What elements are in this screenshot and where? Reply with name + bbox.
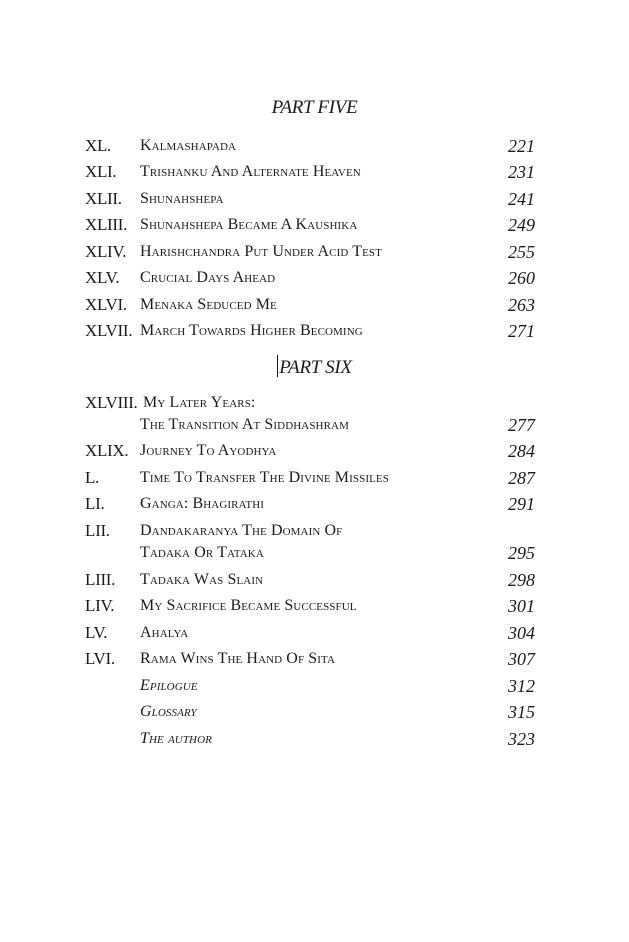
part-heading-five xyxy=(0,97,629,119)
chapter-number: LV. xyxy=(85,623,108,642)
chapter-number: L. xyxy=(85,468,100,487)
chapter-title: Shunahshepa xyxy=(140,190,224,207)
chapter-title: The author xyxy=(140,730,212,747)
chapter-title: March Towards Higher Becoming xyxy=(140,322,363,339)
chapter-number: LVI. xyxy=(85,649,115,668)
chapter-title-continued: The Transition At Siddhashram xyxy=(140,416,349,433)
page-number: 263 xyxy=(508,295,535,315)
page-number: 260 xyxy=(508,268,535,288)
toc-entry xyxy=(85,318,535,344)
chapter-title: Ganga: Bhagirathi xyxy=(140,495,265,512)
toc-entry xyxy=(85,518,535,566)
page-number: 271 xyxy=(508,321,535,341)
toc-entry xyxy=(85,390,535,438)
part-heading-text: PART FIVE xyxy=(271,97,358,118)
toc-entry xyxy=(85,133,535,159)
chapter-title: Shunahshepa Became A Kaushika xyxy=(140,216,358,233)
toc-entry xyxy=(85,438,535,464)
chapter-number: XLVII. xyxy=(85,321,133,340)
part-heading-text: PART SIX xyxy=(279,357,352,378)
chapter-number: XLVIII. xyxy=(85,393,138,412)
toc-entry xyxy=(85,265,535,291)
toc-entry xyxy=(85,726,535,752)
page-number: 315 xyxy=(508,702,535,722)
chapter-number: XLI. xyxy=(85,162,117,181)
toc-entry xyxy=(85,593,535,619)
page-number: 231 xyxy=(508,162,535,182)
chapter-title: Trishanku And Alternate Heaven xyxy=(140,163,361,180)
chapter-title: Dandakaranya The Domain Of xyxy=(140,522,343,539)
page-number: 291 xyxy=(508,494,535,514)
chapter-title: Harishchandra Put Under Acid Test xyxy=(140,243,382,260)
toc-entry xyxy=(85,646,535,672)
page-number: 301 xyxy=(508,596,535,616)
page-number: 241 xyxy=(508,189,535,209)
chapter-title-continued: Tadaka Or Tataka xyxy=(140,544,264,561)
page-number: 255 xyxy=(508,242,535,262)
chapter-title: My Sacrifice Became Successful xyxy=(140,597,357,614)
chapter-number: LI. xyxy=(85,494,105,513)
part-heading-six xyxy=(0,355,629,379)
chapter-title: Crucial Days Ahead xyxy=(140,269,276,286)
toc-entry xyxy=(85,292,535,318)
chapter-title: Journey To Ayodhya xyxy=(140,442,277,459)
chapter-title: Ahalya xyxy=(140,624,189,641)
chapter-number: XLVI. xyxy=(85,295,127,314)
toc-entry xyxy=(85,620,535,646)
toc-entry xyxy=(85,239,535,265)
chapter-title: Tadaka Was Slain xyxy=(140,571,264,588)
toc-entry xyxy=(85,673,535,699)
toc-entry xyxy=(85,699,535,725)
page-number: 277 xyxy=(508,415,535,435)
page-number: 298 xyxy=(508,570,535,590)
page-number: 287 xyxy=(508,468,535,488)
page-number: 221 xyxy=(508,136,535,156)
toc-entry xyxy=(85,159,535,185)
page-number: 295 xyxy=(508,543,535,563)
page-number: 312 xyxy=(508,676,535,696)
chapter-title: Epilogue xyxy=(140,677,198,694)
page-number: 284 xyxy=(508,441,535,461)
page-number: 307 xyxy=(508,649,535,669)
chapter-title: Menaka Seduced Me xyxy=(140,296,277,313)
chapter-number: XLII. xyxy=(85,189,122,208)
chapter-number: XLIII. xyxy=(85,215,128,234)
toc-entry xyxy=(85,567,535,593)
chapter-number: XLIV. xyxy=(85,242,127,261)
toc-entry xyxy=(85,186,535,212)
page-number: 304 xyxy=(508,623,535,643)
chapter-number: LIII. xyxy=(85,570,116,589)
chapter-title: My Later Years: xyxy=(143,394,256,411)
chapter-title: Kalmashapada xyxy=(140,137,237,154)
chapter-title: Time To Transfer The Divine Missiles xyxy=(140,469,389,486)
toc-entry xyxy=(85,465,535,491)
chapter-title: Rama Wins The Hand Of Sita xyxy=(140,650,336,667)
chapter-number: XLV. xyxy=(85,268,120,287)
chapter-number: LIV. xyxy=(85,596,115,615)
chapter-number: XL. xyxy=(85,136,112,155)
chapter-number: LII. xyxy=(85,521,110,540)
toc-entry xyxy=(85,491,535,517)
chapter-title: Glossary xyxy=(140,703,197,720)
page-number: 323 xyxy=(508,729,535,749)
chapter-number: XLIX. xyxy=(85,441,129,460)
page-number: 249 xyxy=(508,215,535,235)
toc-entry xyxy=(85,212,535,238)
